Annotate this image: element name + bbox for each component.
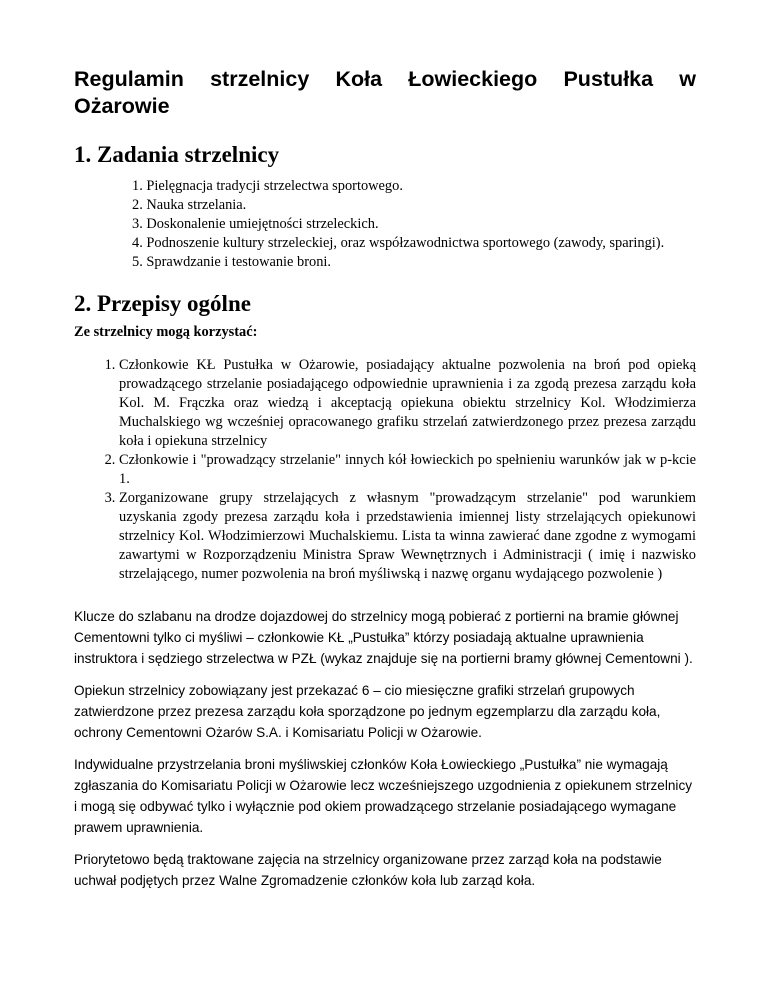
users-intro: Ze strzelnicy mogą korzystać: (74, 324, 258, 340)
list-item: 1. Pielęgnacja tradycji strzelectwa sportowego. (132, 178, 403, 194)
document-page (74, 0, 696, 891)
paragraph-keys: Klucze do szlabanu na drodze dojazdowej do strzelnicy mogą pobierać z portierni na bramie głównej Cementowni tylko ci myśliwi – członkowie KŁ „Pustułka” którzy posiadają aktualne uprawnienia instruktora i sędziego strzelectwa w PZŁ (wykaz znajduje się na portierni bramy głównej Cementowni ). (74, 609, 693, 666)
list-item: 1. Członkowie KŁ Pustułka w Ożarowie, posiadający aktualne pozwolenia na broń pod opieką prowadzącego strzelanie posiadającego odpowiednie uprawnienia i za zgodą prezesa zarządu koła Kol. M. Frączka oraz wiedzą i akceptacją opiekuna obiektu strzelnicy Kol. Włodzimierza Muchalskiego wg wcześniej opracowanego grafiku strzelań zatwierdzonego przez prezesa zarządu koła i opiekuna strzelnicy (119, 356, 696, 451)
list-item: 2. Członkowie i "prowadzący strzelanie" innych kół łowieckich po spełnieniu warunków jak w p-kcie 1. (119, 451, 696, 489)
list-item: 3. Doskonalenie umiejętności strzeleckich. (132, 216, 379, 232)
paragraph-schedules: Opiekun strzelnicy zobowiązany jest przekazać 6 – cio miesięczne grafiki strzelań grupowych zatwierdzone przez prezesa zarządu koła sporządzone po jednym egzemplarzu dla zarządu koła, ochrony Cementowni Ożarów S.A. i Komisariatu Policji w Ożarowie. (74, 683, 661, 740)
paragraph-priority: Priorytetowo będą traktowane zajęcia na strzelnicy organizowane przez zarząd koła na podstawie uchwał podjętych przez Walne Zgromadzenie członków koła lub zarząd koła. (74, 852, 662, 888)
list-item: 3. Zorganizowane grupy strzelających z własnym "prowadzącym strzelanie" pod warunkiem uzyskania zgody prezesa zarządu koła i przedstawienia imiennej listy strzelających opiekunowi strzelnicy Kol. Włodzimierzowi Muchalskiemu. Lista ta winna zawierać dane zgodne z wymogami zawartymi w Rozporządzeniu Ministra Spraw Wewnętrznych i Administracji ( imię i nazwisko strzelającego, numer pozwolenia na broń myśliwską i nazwę organu wydającego pozwolenie ) (119, 489, 696, 584)
section-heading-general-rules: 2. Przepisy ogólne (74, 291, 251, 316)
section-heading-tasks: 1. Zadania strzelnicy (74, 142, 280, 167)
paragraph-individual-sighting: Indywidualne przystrzelania broni myśliwskiej członków Koła Łowieckiego „Pustułka” nie wymagają zgłaszania do Komisariatu Policji w Ożarowie lecz wcześniejszego uzgodnienia z opiekunem strzelnicy i mogą się odbywać tylko i wyłącznie pod okiem prowadzącego strzelanie posiadającego wymagane prawem uprawnienia. (74, 757, 693, 835)
list-item: 2. Nauka strzelania. (132, 197, 247, 213)
users-list (74, 356, 696, 584)
tasks-list (74, 177, 696, 272)
list-item: 4. Podnoszenie kultury strzeleckiej, oraz współzawodnictwa sportowego (zawody, sparingi). (132, 235, 665, 251)
list-item: 5. Sprawdzanie i testowanie broni. (132, 254, 332, 270)
document-title: Regulamin strzelnicy Koła Łowieckiego Pustułka w Ożarowie (74, 67, 696, 118)
